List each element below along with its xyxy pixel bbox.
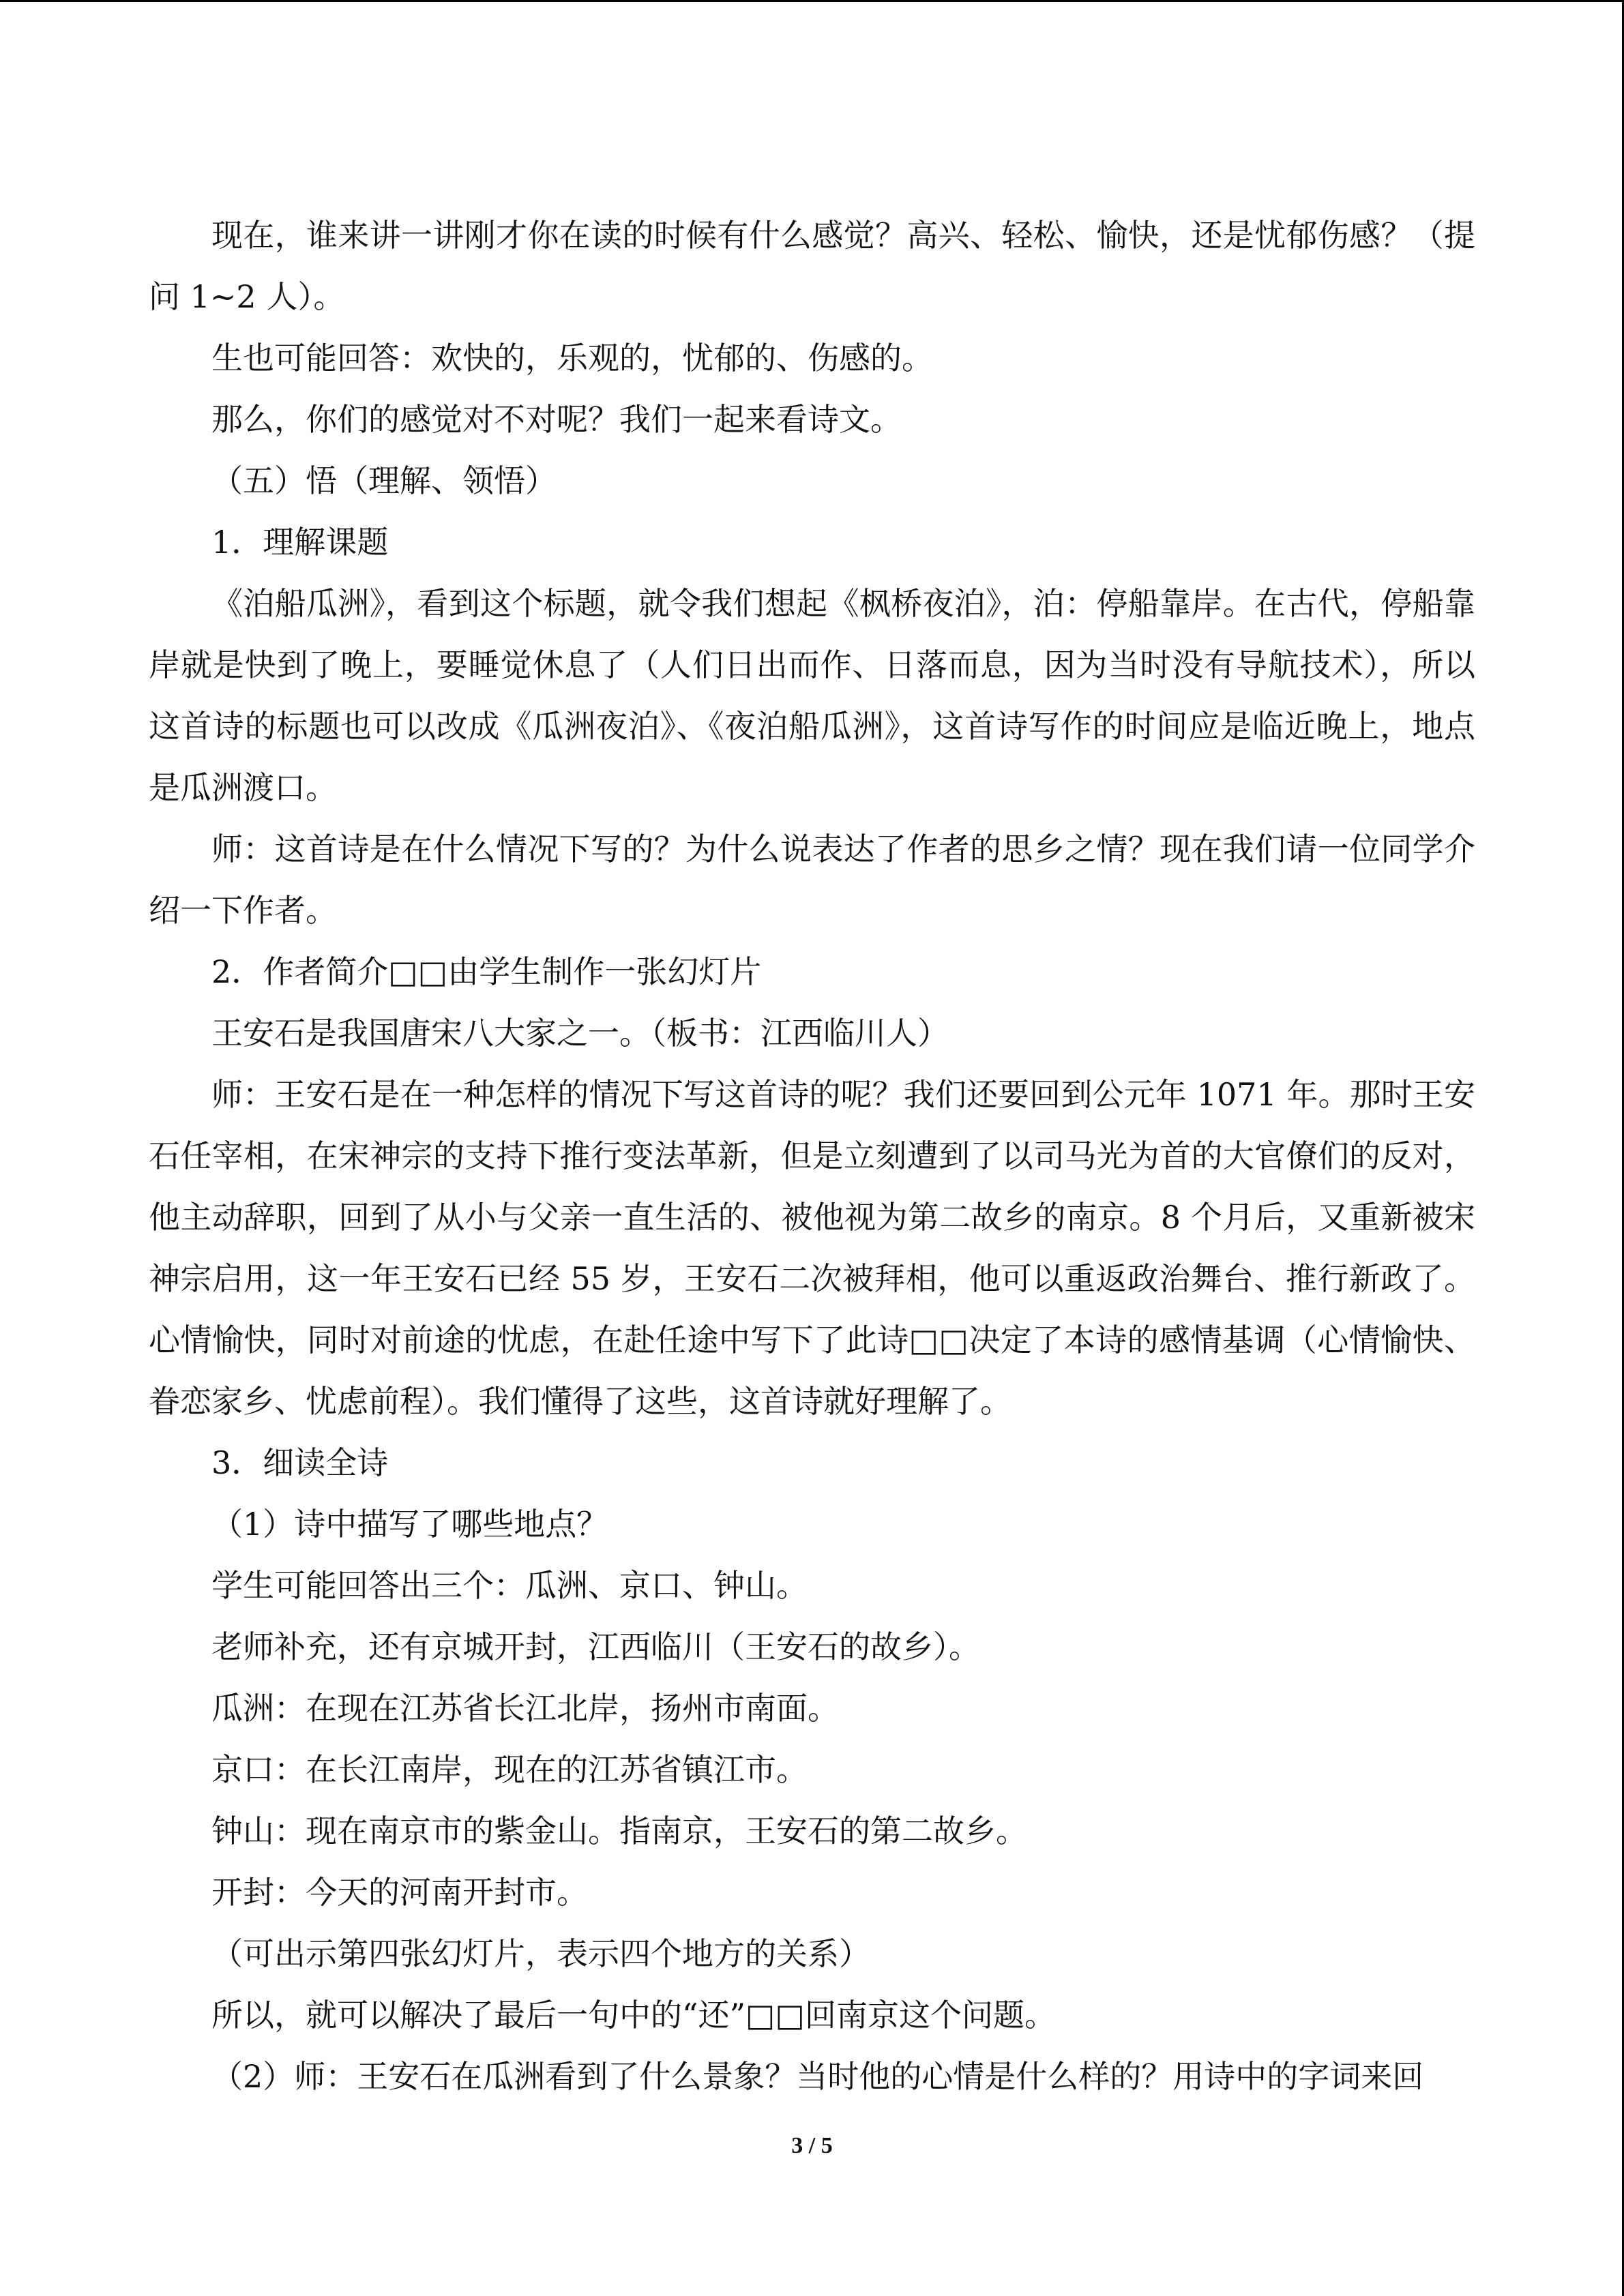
paragraph-huan-explanation: 所以，就可以解决了最后一句中的“还”□□回南京这个问题。: [211, 1997, 1056, 2033]
question-scene: （2）师：王安石在瓜洲看到了什么景象？当时他的心情是什么样的？用诗中的字词来回: [211, 2058, 1424, 2095]
place-guazhou: 瓜洲：在现在江苏省长江北岸，扬州市南面。: [211, 1690, 839, 1727]
paragraph-teacher-supplement: 老师补充，还有京城开封，江西临川（王安石的故乡）。: [211, 1628, 980, 1665]
paragraph-check-feeling: 那么，你们的感觉对不对呢？我们一起来看诗文。: [211, 401, 902, 438]
paragraph-slide-note: （可出示第四张幻灯片，表示四个地方的关系）: [211, 1935, 870, 1972]
paragraph-student-answer: 生也可能回答：欢快的，乐观的，忧郁的、伤感的。: [211, 340, 933, 376]
section-heading-wu: （五）悟（理解、领悟）: [211, 462, 557, 499]
place-zhongshan: 钟山：现在南京市的紫金山。指南京，王安石的第二故乡。: [211, 1813, 1027, 1849]
page-number: 3 / 5: [791, 2133, 833, 2158]
paragraph-feeling-question: 现在，谁来讲一讲刚才你在读的时候有什么感觉？高兴、轻松、愉快，还是忧郁伤感？（提问 1~2 人）。: [149, 217, 1475, 315]
paragraph-title-explanation: 《泊船瓜洲》，看到这个标题，就令我们想起《枫桥夜泊》，泊：停船靠岸。在古代，停船靠岸就是快到了晚上，要睡觉休息了（人们日出而作、日落而息，因为当时没有导航技术），所以这首诗的标题也可以改成《瓜洲夜泊》、《夜泊船瓜洲》，这首诗写作的时间应是临近晚上，地点是瓜洲渡口。: [149, 585, 1475, 806]
paragraph-wang-anshi: 王安石是我国唐宋八大家之一。（板书：江西临川人）: [211, 1015, 949, 1052]
top-border-line: [0, 0, 1624, 2]
paragraph-three-places: 学生可能回答出三个：瓜洲、京口、钟山。: [211, 1567, 808, 1604]
paragraph-teacher-question: 师：这首诗是在什么情况下写的？为什么说表达了作者的思乡之情？现在我们请一位同学介绍一下作者。: [149, 831, 1475, 929]
document-body: [149, 205, 1475, 2107]
place-jingkou: 京口：在长江南岸，现在的江苏省镇江市。: [211, 1751, 808, 1788]
subheading-understand-title: 1．理解课题: [211, 524, 389, 561]
question-places: （1）诗中描写了哪些地点？: [211, 1506, 608, 1542]
place-kaifeng: 开封：今天的河南开封市。: [211, 1874, 588, 1911]
subheading-read-poem: 3．细读全诗: [211, 1444, 389, 1481]
paragraph-background: 师：王安石是在一种怎样的情况下写这首诗的呢？我们还要回到公元年 1071 年。那时王安石任宰相，在宋神宗的支持下推行变法革新，但是立刻遭到了以司马光为首的大官僚们的反对，他主动辞职，回到了从小与父亲一直生活的、被他视为第二故乡的南京。8 个月后，又重新被宋神宗启用，这一年王安石已经 55 岁，王安石二次被拜相，他可以重返政治舞台、推行新政了。心情愉快，同时对前途的忧虑，在赴任途中写下了此诗□□决定了本诗的感情基调（心情愉快、眷恋家乡、忧虑前程）。我们懂得了这些，这首诗就好理解了。: [149, 1076, 1475, 1420]
subheading-author-intro: 2．作者简介□□由学生制作一张幻灯片: [211, 953, 762, 990]
